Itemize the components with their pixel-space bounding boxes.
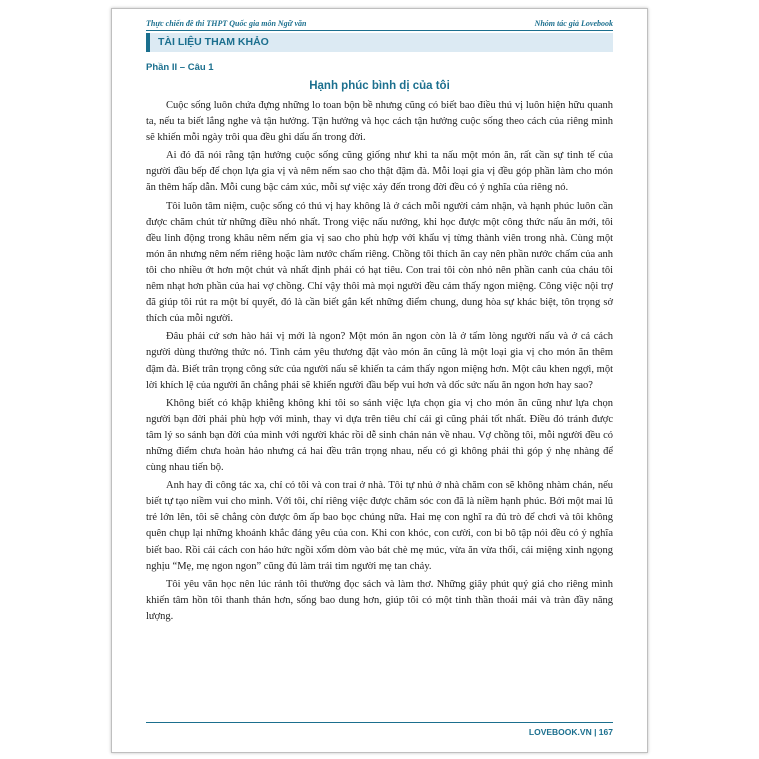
footer-divider (146, 722, 613, 723)
header-divider (146, 30, 613, 31)
document-page (111, 8, 648, 753)
paragraph: Đâu phải cứ sơn hào hải vị mới là ngon? Một món ăn ngon còn là ở tấm lòng người nấu và ở cả cách người dùng thưởng thức nó. Tình cảm yêu thương đặt vào món ăn cũng là một loại gia vị cho món ăn thêm đậm đà. Biết trân trọng công sức của người nấu sẽ khiến ta cảm thấy ngon miệng hơn. Một câu khen ngợi, một lời khích lệ của người ăn chẳng phải sẽ khiến người đầu bếp vui hơn và dốc sức nấu ăn ngon hơn hay sao? (146, 331, 613, 391)
header-author: Nhóm tác giả Lovebook (534, 19, 613, 28)
header-book-title: Thực chiến đề thi THPT Quốc gia môn Ngữ văn (146, 19, 307, 28)
page-footer: LOVEBOOK.VN | 167 (528, 727, 613, 737)
paragraph: Cuộc sống luôn chứa đựng những lo toan bộn bề nhưng cũng có biết bao điều thú vị luôn hiện hữu quanh ta, nếu ta biết lắng nghe và tận hưởng. Tận hưởng và học cách tận hưởng cuộc sống theo cách của riêng mình sẽ khiến mỗi ngày trôi qua đều ghi dấu ấn trong đời. (146, 100, 613, 144)
essay-body (146, 98, 613, 627)
part-label: Phần II – Câu 1 (146, 62, 214, 73)
paragraph: Anh hay đi công tác xa, chỉ có tôi và con trai ở nhà. Tôi tự nhủ ở nhà chăm con sẽ không nhàm chán, nếu biết tự tạo niềm vui cho mình. Với tôi, chỉ riêng việc được chăm sóc con đã là niềm hạnh phúc. Bởi một mai lũ trẻ lớn lên, tôi sẽ chẳng còn được ôm ấp bao bọc chúng nữa. Hai mẹ con nghĩ ra đủ trò để chơi và tôi không quên chụp lại những khoảnh khắc đáng yêu của con. Khi con khóc, con cười, con bi bô tập nói đều có ý nghĩa biết bao. Rồi cái cách con háo hức ngồi xổm dòm vào bát chè mẹ múc, vừa ăn vừa thổi, cái miệng xinh ngọng nghịu “Mẹ, mẹ ngon ngon” cũng đủ làm trái tim người mẹ tan chảy. (146, 480, 613, 572)
section-title: TÀI LIỆU THAM KHẢO (158, 36, 269, 48)
paragraph: Ai đó đã nói rằng tận hưởng cuộc sống cũng giống như khi ta nấu một món ăn, rất cần sự tinh tế của người đầu bếp để chọn lựa gia vị và nêm nếm sao cho thật đậm đà. Mỗi loại gia vị đều góp phần làm cho món ăn thêm hấp dẫn. Mỗi cung bậc cảm xúc, mỗi sự việc xảy đến trong đời đều có ý nghĩa của riêng nó. (146, 150, 613, 194)
essay-title: Hạnh phúc bình dị của tôi (309, 80, 450, 92)
section-banner (146, 33, 613, 52)
paragraph: Tôi luôn tâm niệm, cuộc sống có thú vị hay không là ở cách mỗi người cảm nhận, và hạnh phúc luôn cần được chăm chút từ những điều nhỏ nhất. Trong việc nấu nướng, khi học được một công thức nấu ăn mới, tôi đều linh động trong khâu nêm nếm gia vị sao cho phù hợp với khẩu vị từng thành viên trong nhà. Cùng một món ăn nhưng nêm nếm riêng hoặc làm nước chấm riêng. Chồng tôi thích ăn cay nên phần nước chấm của anh tôi cho nhiều ớt hơn một chút và nhất định phải có hạt tiêu. Con trai tôi còn nhỏ nên phần canh của cháu tôi nêm nhạt hơn phần của hai vợ chồng. Chỉ vậy thôi mà mọi người đều cảm thấy ngon miệng. Công việc nội trợ đã giúp tôi rút ra một bí quyết, đó là cần biết gắn kết những điểm chung, dung hòa sự khác biệt, tôn trọng sở thích của mỗi người. (146, 200, 613, 325)
paragraph: Tôi yêu văn học nên lúc rảnh tôi thường đọc sách và làm thơ. Những giây phút quý giá cho riêng mình khiến tâm hồn tôi thanh thản hơn, sống bao dung hơn, giúp tôi có một tinh thần thoải mái và tràn đầy năng lượng. (146, 578, 613, 622)
paragraph: Không biết có khập khiễng không khi tôi so sánh việc lựa chọn gia vị cho món ăn cũng như lựa chọn người bạn đời phải phù hợp với mình, thay vì dựa trên tiêu chí cái gì cũng phải tốt nhất. Điều đó tránh được tâm lý so sánh bạn đời của mình với người khác rồi dễ sinh chán nản về nhau. Vợ chồng tôi, mỗi người đều có những điểm chưa hoàn hảo nhưng cả hai đều trân trọng nhau, nếu có gì không phải thì góp ý nhẹ nhàng để cùng nhau tiến bộ. (146, 397, 613, 474)
